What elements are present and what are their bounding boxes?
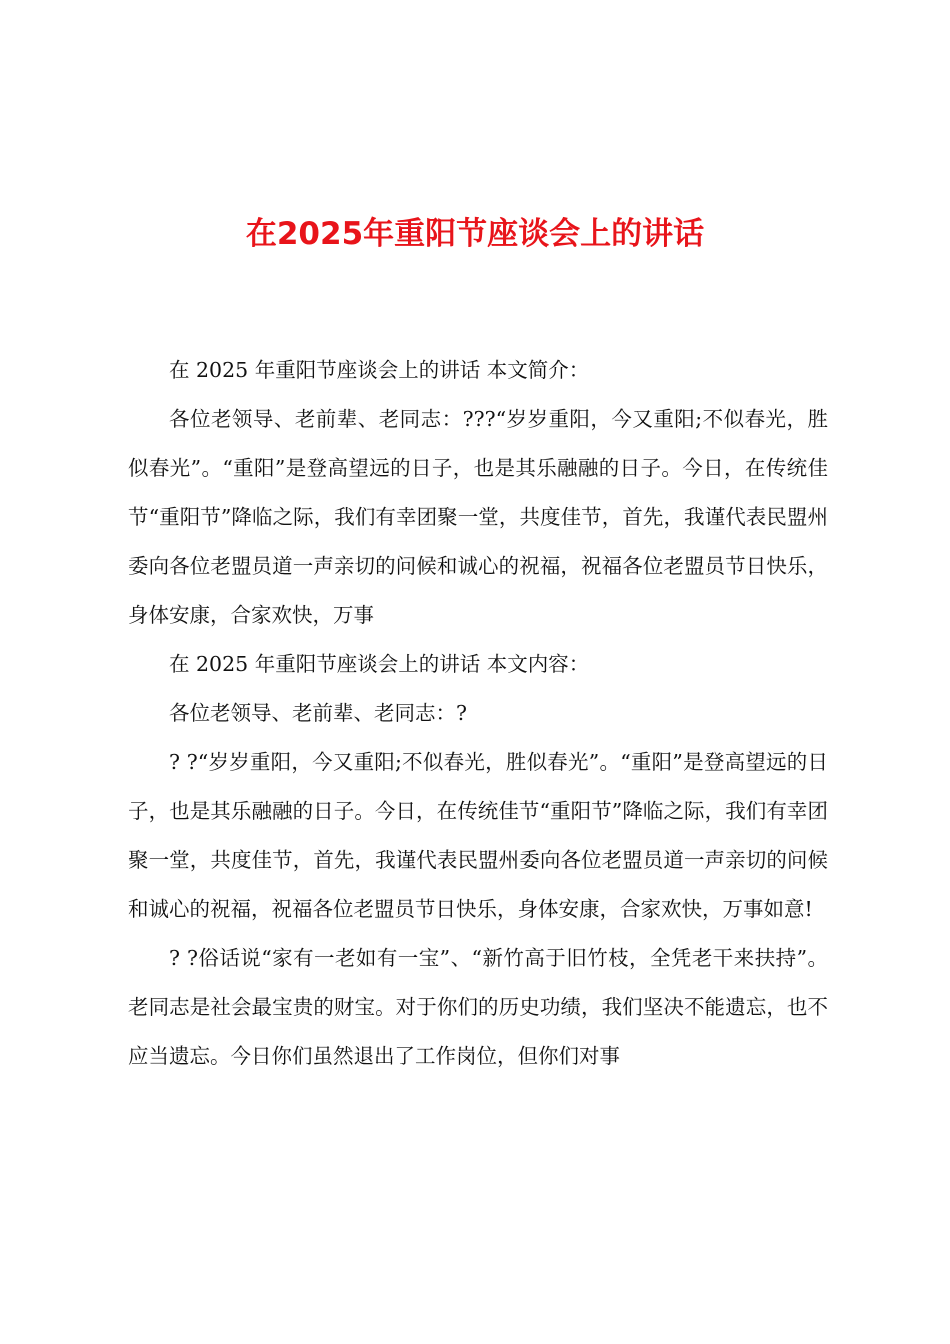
- paragraph-intro-heading: 在 2025 年重阳节座谈会上的讲话 本文简介：: [169, 358, 590, 382]
- paragraph-greeting: 各位老领导、老前辈、老同志：?: [169, 701, 467, 725]
- paragraph-festival-wishes: ? ?“岁岁重阳，今又重阳;不似春光，胜似春光”。“重阳”是登高望远的日子，也是其乐融融的日子。今日，在传统佳节“重阳节”降临之际，我们有幸团聚一堂，共度佳节，首先，我谨代表民盟州委向各位老盟员道一声亲切的问候和诚心的祝福，祝福各位老盟员节日快乐，身体安康，合家欢快，万事如意!: [128, 750, 828, 921]
- document-body: [128, 346, 828, 1081]
- document-title: 在2025年重阳节座谈会上的讲话: [245, 216, 705, 252]
- paragraph-intro-summary: 各位老领导、老前辈、老同志：???“岁岁重阳，今又重阳;不似春光，胜似春光”。“重阳”是登高望远的日子，也是其乐融融的日子。今日，在传统佳节“重阳节”降临之际，我们有幸团聚一堂，共度佳节，首先，我谨代表民盟州委向各位老盟员道一声亲切的问候和诚心的祝福，祝福各位老盟员节日快乐，身体安康，合家欢快，万事: [128, 407, 828, 627]
- paragraph-elder-value: ? ?俗话说“家有一老如有一宝”、“新竹高于旧竹枝，全凭老干来扶持”。老同志是社会最宝贵的财宝。对于你们的历史功绩，我们坚决不能遗忘，也不应当遗忘。今日你们虽然退出了工作岗位，但你们对事: [128, 946, 828, 1068]
- paragraph-content-heading: 在 2025 年重阳节座谈会上的讲话 本文内容：: [169, 652, 590, 676]
